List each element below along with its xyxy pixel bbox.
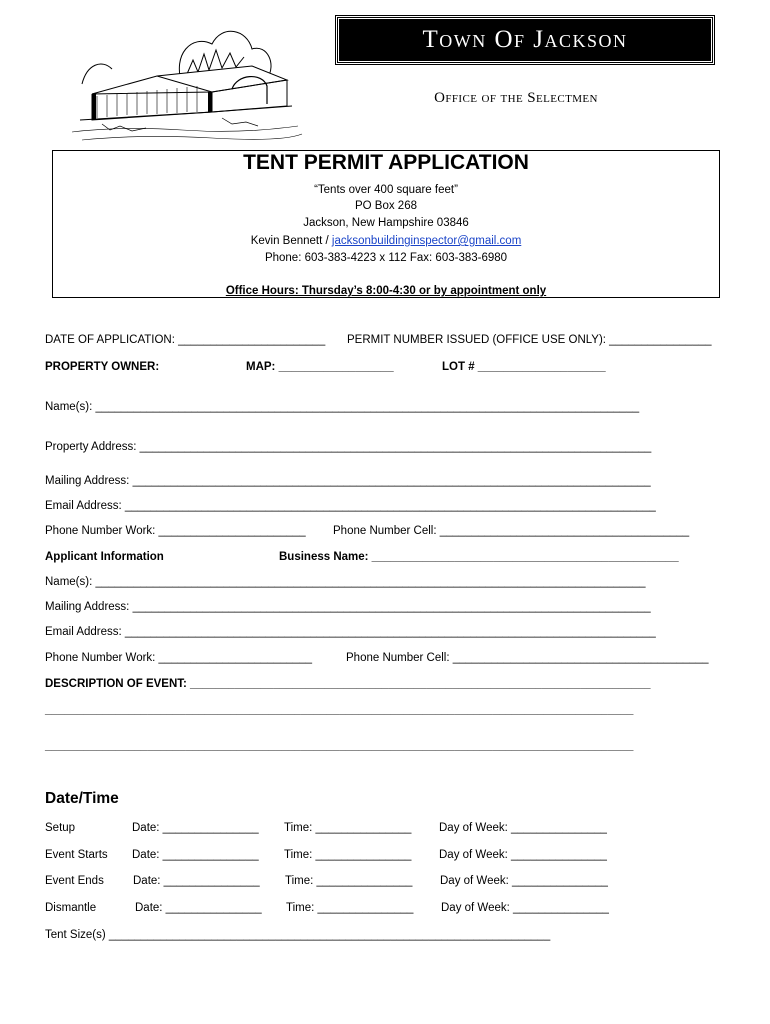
property-owner-label: PROPERTY OWNER: <box>45 361 160 373</box>
event-ends-day-of-week-field[interactable]: Day of Week: _______________ <box>440 875 608 887</box>
po-box: PO Box 268 <box>354 200 417 212</box>
applicant-names-field[interactable]: Name(s): ______________________________________________________________________________________ <box>45 576 646 588</box>
applicant-info-label: Applicant Information <box>45 551 164 563</box>
owner-email-field[interactable]: Email Address: ___________________________________________________________________________________ <box>45 500 656 512</box>
office-name: Office of the Selectmen <box>434 90 598 106</box>
setup-time-field[interactable]: Time: _______________ <box>284 822 412 834</box>
lot-field[interactable]: LOT # ____________________ <box>442 361 606 373</box>
permit-number-field[interactable]: PERMIT NUMBER ISSUED (OFFICE USE ONLY): ________________ <box>347 334 712 346</box>
city-address: Jackson, New Hampshire 03846 <box>303 217 469 229</box>
description-line-3[interactable]: ____________________________________________________________________________________________ <box>45 740 634 752</box>
form-subtitle: “Tents over 400 square feet” <box>314 184 458 196</box>
town-name-banner <box>336 16 714 64</box>
owner-phone-work-field[interactable]: Phone Number Work: _______________________ <box>45 525 306 537</box>
contact-email-link[interactable]: jacksonbuildinginspector@gmail.com <box>331 235 522 247</box>
map-field[interactable]: MAP: __________________ <box>246 361 394 373</box>
description-line-2[interactable]: ____________________________________________________________________________________________ <box>45 704 634 716</box>
description-line-1[interactable]: ________________________________________________________________________ <box>190 678 651 690</box>
description-field[interactable] <box>45 677 651 692</box>
owner-mailing-address-field[interactable]: Mailing Address: _________________________________________________________________________________ <box>45 475 651 487</box>
property-address-field[interactable]: Property Address: ________________________________________________________________________________ <box>45 441 652 453</box>
phone-fax: Phone: 603-383-4223 x 112 Fax: 603-383-6980 <box>264 252 508 264</box>
owner-phone-cell-field[interactable]: Phone Number Cell: _______________________________________ <box>333 525 690 537</box>
contact-name: Kevin Bennett / <box>250 235 332 247</box>
applicant-phone-work-field[interactable]: Phone Number Work: ________________________ <box>45 652 313 664</box>
dismantle-label: Dismantle <box>45 902 97 914</box>
covered-bridge-logo <box>62 14 306 148</box>
dismantle-time-field[interactable]: Time: _______________ <box>286 902 414 914</box>
dismantle-day-of-week-field[interactable]: Day of Week: _______________ <box>441 902 609 914</box>
description-label: DESCRIPTION OF EVENT: <box>45 678 191 690</box>
event-ends-date-field[interactable]: Date: _______________ <box>133 875 260 887</box>
business-name-field[interactable]: Business Name: ________________________________________________ <box>279 551 679 563</box>
applicant-email-field[interactable]: Email Address: ___________________________________________________________________________________ <box>45 626 656 638</box>
town-name: Town Of Jackson <box>422 26 628 53</box>
office-hours: Office Hours: Thursday’s 8:00-4:30 or by appointment only <box>225 285 547 297</box>
event-starts-time-field[interactable]: Time: _______________ <box>284 849 412 861</box>
form-title: TENT PERMIT APPLICATION <box>243 151 529 174</box>
date-of-application-field[interactable]: DATE OF APPLICATION: _______________________ <box>45 334 326 346</box>
event-starts-label: Event Starts <box>45 849 108 861</box>
event-starts-day-of-week-field[interactable]: Day of Week: _______________ <box>439 849 607 861</box>
event-ends-label: Event Ends <box>45 875 104 887</box>
event-ends-time-field[interactable]: Time: _______________ <box>285 875 413 887</box>
contact-line <box>52 234 720 249</box>
setup-date-field[interactable]: Date: _______________ <box>132 822 259 834</box>
datetime-heading: Date/Time <box>45 790 119 807</box>
dismantle-date-field[interactable]: Date: _______________ <box>135 902 262 914</box>
applicant-mailing-address-field[interactable]: Mailing Address: _________________________________________________________________________________ <box>45 601 651 613</box>
owner-names-field[interactable]: Name(s): _____________________________________________________________________________________ <box>45 401 640 413</box>
setup-day-of-week-field[interactable]: Day of Week: _______________ <box>439 822 607 834</box>
applicant-phone-cell-field[interactable]: Phone Number Cell: ________________________________________ <box>346 652 709 664</box>
setup-label: Setup <box>45 822 76 834</box>
event-starts-date-field[interactable]: Date: _______________ <box>132 849 259 861</box>
tent-size-field[interactable]: Tent Size(s) _____________________________________________________________________ <box>45 929 551 941</box>
